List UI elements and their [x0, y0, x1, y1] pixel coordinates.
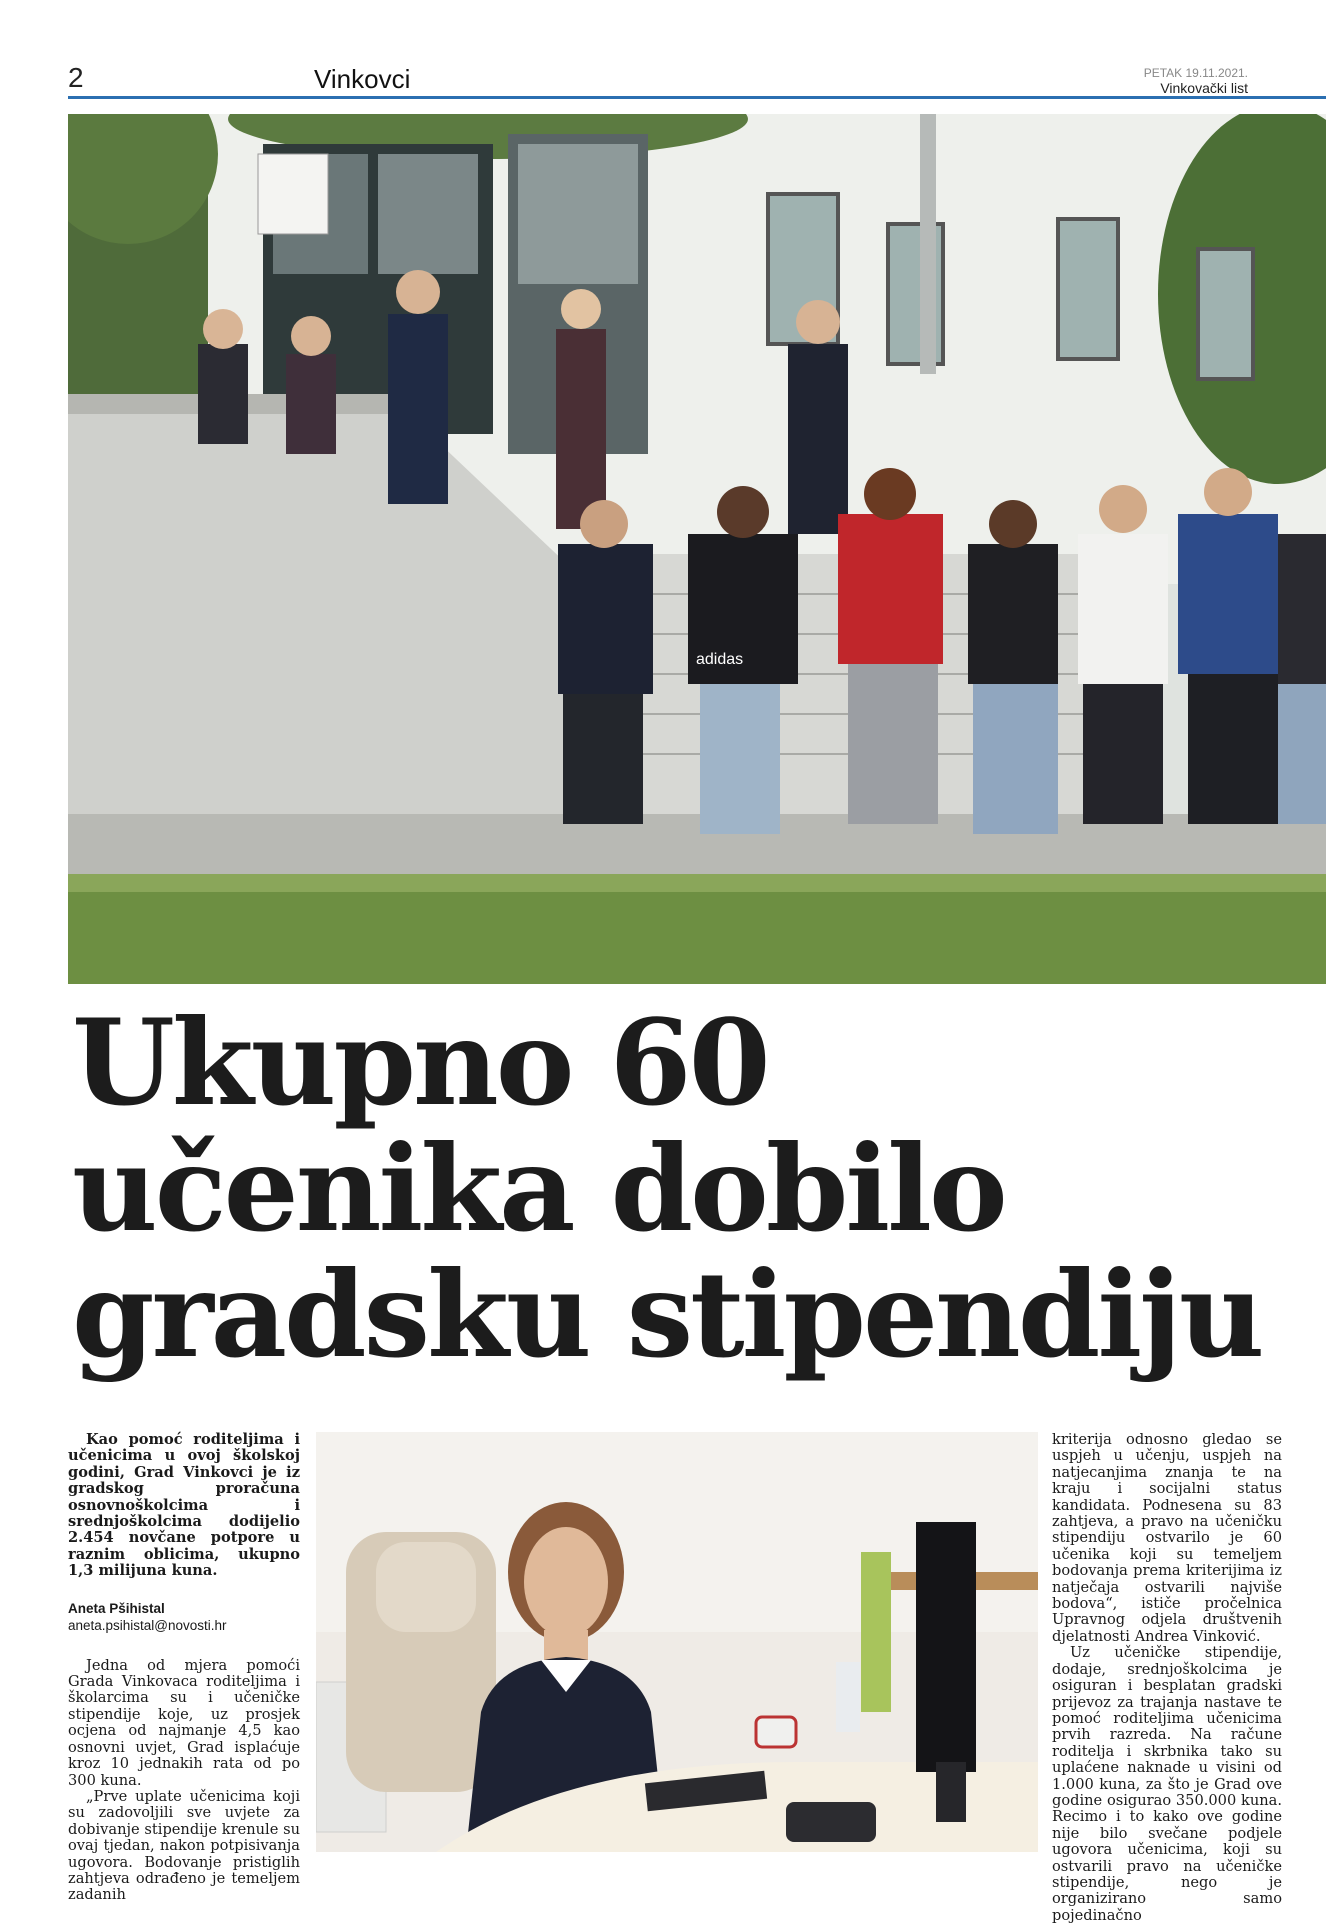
- article-paragraph-3: kriterija odnosno gledao se uspjeh u učenju, uspjeh na natjecanjima znanja te na kraju i socijalni status kandidata. Podnesena su 83 zahtjeva, a pravo na učeničku stipendiju ostvarilo je 60 učenika koji su temeljem bodovanja prema kriterijima iz natječaja ostvarili najviše bodova“, ističe pročelnica Upravnog odjela društvenih djelatnosti Andrea Vinković.: [1052, 1431, 1282, 1645]
- headline: [72, 993, 1322, 1384]
- issue-date: PETAK 19.11.2021.: [1143, 66, 1248, 80]
- top-photo: [68, 114, 1326, 984]
- page-number: 2: [68, 62, 84, 93]
- article-lead: Kao pomoć roditeljima i učenicima u ovoj školskoj godini, Grad Vinkovci je iz gradskog proračuna osnovnoškolcima i srednjoškolcima dodijelio 2.454 novčane potpore u raznim oblicima, ukupno 1,3 milijuna kuna.: [68, 1431, 300, 1580]
- article-column-right: [1052, 1432, 1282, 1924]
- article-column-left: [68, 1432, 300, 1904]
- author-name: Aneta Pšihistal: [68, 1600, 165, 1616]
- headline-line-2: učenika dobilo: [72, 1119, 1005, 1258]
- publication-name: Vinkovački list: [1160, 80, 1248, 96]
- headline-line-1: Ukupno 60: [72, 993, 768, 1132]
- section-name: Vinkovci: [314, 64, 411, 94]
- article-paragraph-2: „Prve uplate učenicima koji su zadovoljili sve uvjete za dobivanje stipendije krenule su ovaj tjedan, nakon potpisivanja ugovora. Bodovanje pristiglih zahtjeva odrađeno je temeljem zadanih: [68, 1787, 300, 1904]
- portrait-photo: [316, 1432, 1038, 1852]
- author-email[interactable]: aneta.psihistal@novosti.hr: [68, 1617, 227, 1633]
- header-rule: [68, 96, 1326, 99]
- adidas-logo-text: adidas: [696, 651, 744, 668]
- article-paragraph-4: Uz učeničke stipendije, dodaje, srednjoškolcima je osiguran i besplatan gradski prijevoz za trajanja nastave te pomoć roditeljima učenicima prvih razreda. Na račune roditelja i skrbnika tako su uplaćene naknade u visini od 1.000 kuna, za što je Grad ove godine osigurao 350.000 kuna. Recimo i to kako ove godine nije bilo svečane podjele ugovora učenicima, koji su ostvarili pravo na učeničke stipendije, nego je organizirano samo pojedinačno: [1052, 1644, 1282, 1924]
- headline-line-3: gradsku stipendiju: [72, 1245, 1262, 1384]
- article-paragraph-1: Jedna od mjera pomoći Grada Vinkovaca roditeljima i školarcima su i učeničke stipendije koje, uz prosjek ocjena od najmanje 4,5 kao osnovni uvjet, Grad isplaćuje kroz 10 jednakih rata od po 300 kuna.: [68, 1656, 300, 1789]
